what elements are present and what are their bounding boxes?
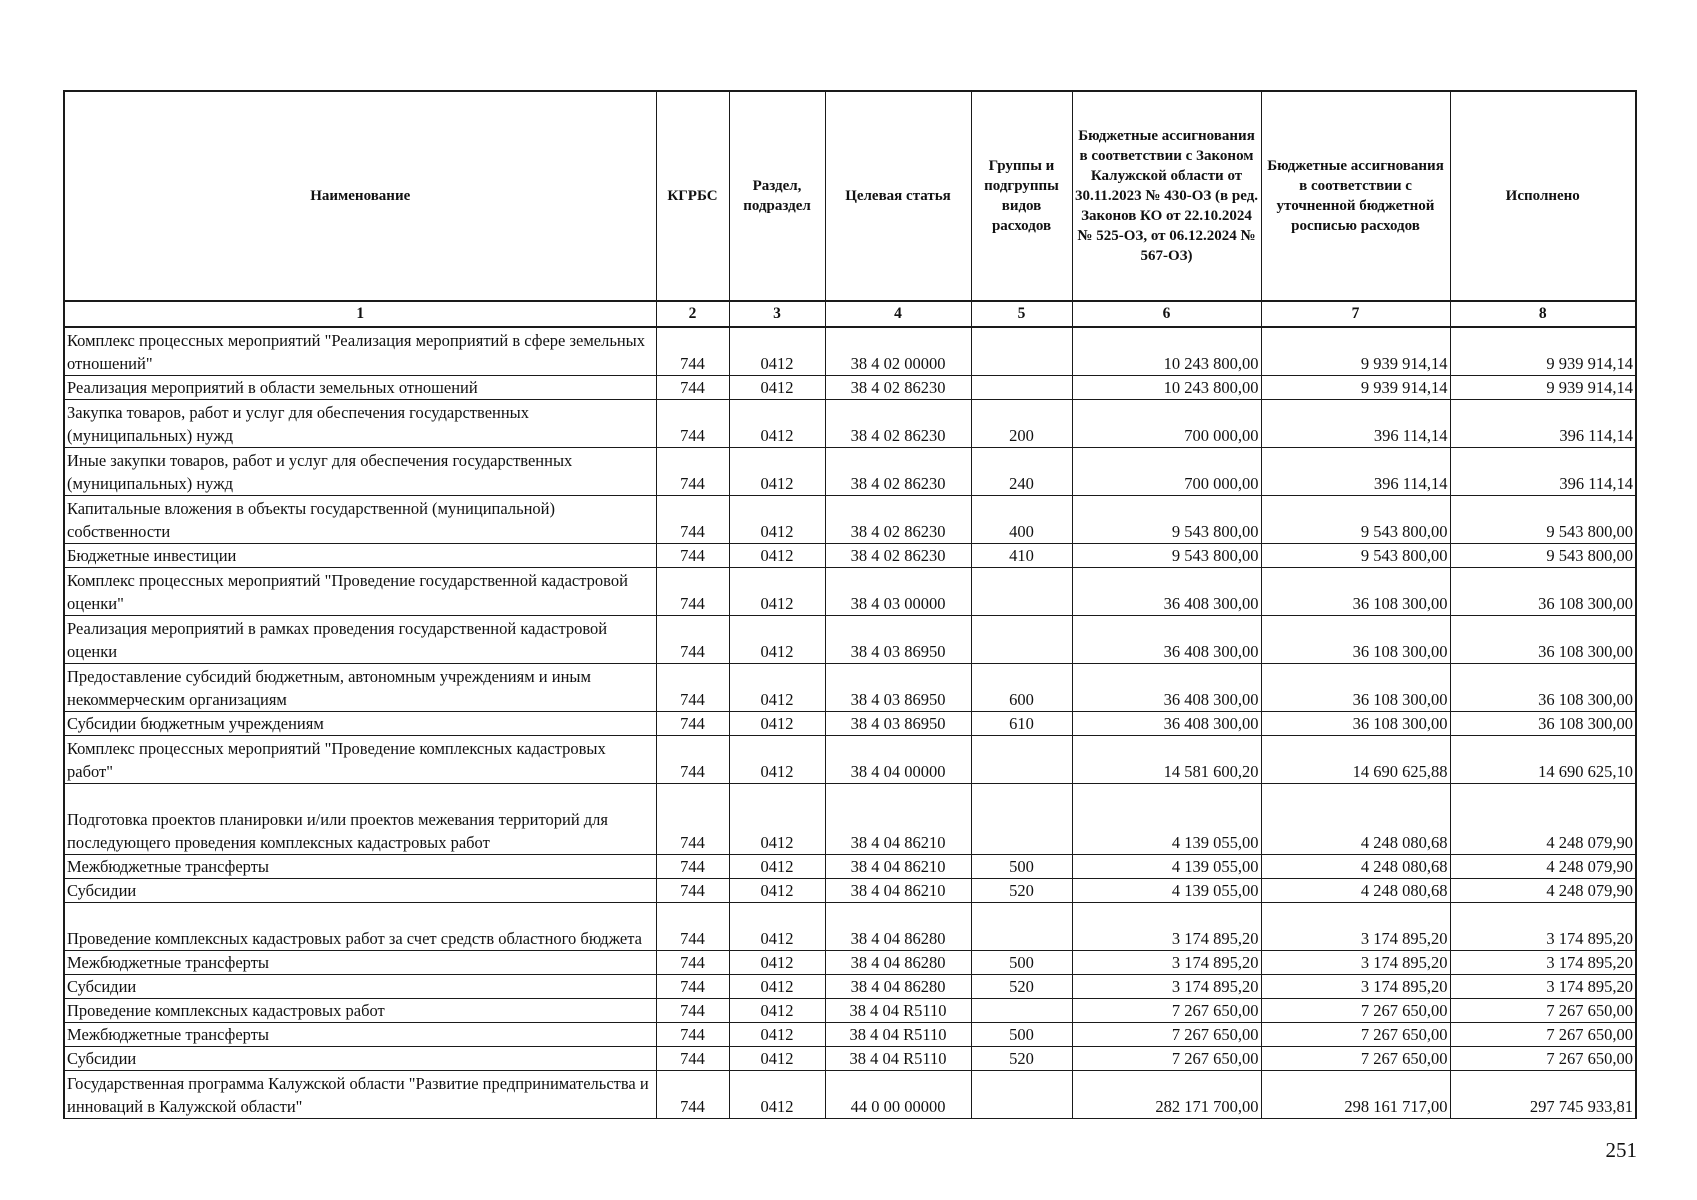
- cell-law-allocation: 3 174 895,20: [1072, 975, 1261, 999]
- cell-executed: 3 174 895,20: [1450, 951, 1636, 975]
- table-row: [64, 327, 1636, 376]
- cell-kgrbs: 744: [656, 327, 729, 376]
- cell-section: 0412: [729, 736, 825, 784]
- cell-target-article: 38 4 04 86280: [825, 951, 971, 975]
- table-row: [64, 664, 1636, 712]
- cell-refined-allocation: 9 939 914,14: [1261, 376, 1450, 400]
- table-row: [64, 544, 1636, 568]
- cell-name: Закупка товаров, работ и услуг для обеспечения государственных (муниципальных) нужд: [64, 400, 656, 448]
- cell-executed: 4 248 079,90: [1450, 879, 1636, 903]
- cell-target-article: 38 4 04 00000: [825, 736, 971, 784]
- cell-kgrbs: 744: [656, 376, 729, 400]
- table-row: [64, 855, 1636, 879]
- cell-kgrbs: 744: [656, 1071, 729, 1119]
- cell-expense-group: 520: [971, 975, 1072, 999]
- cell-section: 0412: [729, 855, 825, 879]
- table-row: [64, 1023, 1636, 1047]
- cell-target-article: 38 4 04 86210: [825, 855, 971, 879]
- cell-name: Подготовка проектов планировки и/или проектов межевания территорий для последующего проведения комплексных кадастровых работ: [64, 784, 656, 855]
- cell-section: 0412: [729, 616, 825, 664]
- cell-expense-group: 410: [971, 544, 1072, 568]
- cell-section: 0412: [729, 448, 825, 496]
- cell-section: 0412: [729, 1023, 825, 1047]
- header-target-article: Целевая статья: [825, 91, 971, 301]
- cell-law-allocation: 3 174 895,20: [1072, 903, 1261, 951]
- table-body: [64, 327, 1636, 1119]
- cell-section: 0412: [729, 999, 825, 1023]
- cell-refined-allocation: 298 161 717,00: [1261, 1071, 1450, 1119]
- cell-refined-allocation: 4 248 080,68: [1261, 879, 1450, 903]
- table-row: [64, 975, 1636, 999]
- cell-expense-group: 500: [971, 855, 1072, 879]
- cell-kgrbs: 744: [656, 568, 729, 616]
- header-kgrbs: КГРБС: [656, 91, 729, 301]
- cell-name: Комплекс процессных мероприятий "Проведение государственной кадастровой оценки": [64, 568, 656, 616]
- cell-target-article: 38 4 04 86210: [825, 879, 971, 903]
- cell-refined-allocation: 36 108 300,00: [1261, 664, 1450, 712]
- cell-expense-group: [971, 327, 1072, 376]
- column-number: 2: [656, 301, 729, 327]
- cell-refined-allocation: 7 267 650,00: [1261, 1023, 1450, 1047]
- cell-section: 0412: [729, 544, 825, 568]
- table-row: [64, 448, 1636, 496]
- cell-refined-allocation: 36 108 300,00: [1261, 568, 1450, 616]
- cell-target-article: 38 4 04 R5110: [825, 1023, 971, 1047]
- cell-section: 0412: [729, 1071, 825, 1119]
- cell-law-allocation: 4 139 055,00: [1072, 784, 1261, 855]
- cell-kgrbs: 744: [656, 712, 729, 736]
- cell-section: 0412: [729, 664, 825, 712]
- cell-target-article: 38 4 04 R5110: [825, 999, 971, 1023]
- cell-expense-group: 520: [971, 879, 1072, 903]
- cell-name: Субсидии: [64, 1047, 656, 1071]
- cell-refined-allocation: 3 174 895,20: [1261, 975, 1450, 999]
- cell-kgrbs: 744: [656, 903, 729, 951]
- cell-refined-allocation: 36 108 300,00: [1261, 712, 1450, 736]
- header-refined-allocations: Бюджетные ассигнования в соответствии с уточненной бюджетной росписью расходов: [1261, 91, 1450, 301]
- column-number: 4: [825, 301, 971, 327]
- cell-law-allocation: 700 000,00: [1072, 400, 1261, 448]
- cell-section: 0412: [729, 1047, 825, 1071]
- cell-refined-allocation: 396 114,14: [1261, 400, 1450, 448]
- cell-kgrbs: 744: [656, 975, 729, 999]
- column-number: 3: [729, 301, 825, 327]
- cell-law-allocation: 36 408 300,00: [1072, 616, 1261, 664]
- cell-law-allocation: 3 174 895,20: [1072, 951, 1261, 975]
- cell-kgrbs: 744: [656, 1047, 729, 1071]
- cell-section: 0412: [729, 879, 825, 903]
- cell-executed: 36 108 300,00: [1450, 616, 1636, 664]
- cell-law-allocation: 700 000,00: [1072, 448, 1261, 496]
- cell-section: 0412: [729, 784, 825, 855]
- column-number-row: [64, 301, 1636, 327]
- header-law-allocations: Бюджетные ассигнования в соответствии с Законом Калужской области от 30.11.2023 № 430-ОЗ (в ред. Законов КО от 22.10.2024 № 525-ОЗ, от 06.12.2024 № 567-ОЗ): [1072, 91, 1261, 301]
- cell-name: Субсидии бюджетным учреждениям: [64, 712, 656, 736]
- cell-target-article: 38 4 02 86230: [825, 400, 971, 448]
- table-row: [64, 496, 1636, 544]
- table-row: [64, 1047, 1636, 1071]
- table-row: [64, 879, 1636, 903]
- table-row: [64, 999, 1636, 1023]
- cell-law-allocation: 4 139 055,00: [1072, 855, 1261, 879]
- cell-kgrbs: 744: [656, 855, 729, 879]
- cell-executed: 297 745 933,81: [1450, 1071, 1636, 1119]
- cell-target-article: 44 0 00 00000: [825, 1071, 971, 1119]
- cell-section: 0412: [729, 975, 825, 999]
- cell-refined-allocation: 7 267 650,00: [1261, 1047, 1450, 1071]
- cell-kgrbs: 744: [656, 544, 729, 568]
- column-number: 8: [1450, 301, 1636, 327]
- cell-refined-allocation: 7 267 650,00: [1261, 999, 1450, 1023]
- cell-executed: 9 543 800,00: [1450, 544, 1636, 568]
- cell-name: Проведение комплексных кадастровых работ: [64, 999, 656, 1023]
- cell-target-article: 38 4 04 R5110: [825, 1047, 971, 1071]
- column-number: 1: [64, 301, 656, 327]
- table-row: [64, 400, 1636, 448]
- cell-executed: 396 114,14: [1450, 400, 1636, 448]
- cell-executed: 9 939 914,14: [1450, 327, 1636, 376]
- header-section: Раздел, подраздел: [729, 91, 825, 301]
- column-number: 7: [1261, 301, 1450, 327]
- cell-section: 0412: [729, 712, 825, 736]
- cell-target-article: 38 4 04 86280: [825, 975, 971, 999]
- cell-kgrbs: 744: [656, 1023, 729, 1047]
- cell-target-article: 38 4 03 86950: [825, 712, 971, 736]
- cell-refined-allocation: 36 108 300,00: [1261, 616, 1450, 664]
- cell-expense-group: [971, 903, 1072, 951]
- cell-section: 0412: [729, 400, 825, 448]
- cell-target-article: 38 4 02 86230: [825, 448, 971, 496]
- cell-expense-group: [971, 376, 1072, 400]
- cell-expense-group: 400: [971, 496, 1072, 544]
- table-row: [64, 903, 1636, 951]
- cell-name: Реализация мероприятий в области земельных отношений: [64, 376, 656, 400]
- cell-executed: 7 267 650,00: [1450, 1023, 1636, 1047]
- cell-kgrbs: 744: [656, 400, 729, 448]
- cell-executed: 3 174 895,20: [1450, 975, 1636, 999]
- cell-section: 0412: [729, 568, 825, 616]
- cell-law-allocation: 36 408 300,00: [1072, 712, 1261, 736]
- cell-law-allocation: 9 543 800,00: [1072, 496, 1261, 544]
- cell-refined-allocation: 3 174 895,20: [1261, 951, 1450, 975]
- cell-law-allocation: 36 408 300,00: [1072, 568, 1261, 616]
- cell-expense-group: [971, 999, 1072, 1023]
- table-row: [64, 376, 1636, 400]
- cell-name: Комплекс процессных мероприятий "Проведение комплексных кадастровых работ": [64, 736, 656, 784]
- cell-executed: 4 248 079,90: [1450, 855, 1636, 879]
- cell-refined-allocation: 4 248 080,68: [1261, 784, 1450, 855]
- cell-name: Капитальные вложения в объекты государственной (муниципальной) собственности: [64, 496, 656, 544]
- cell-target-article: 38 4 04 86280: [825, 903, 971, 951]
- cell-section: 0412: [729, 496, 825, 544]
- cell-target-article: 38 4 02 86230: [825, 496, 971, 544]
- cell-law-allocation: 10 243 800,00: [1072, 327, 1261, 376]
- cell-law-allocation: 4 139 055,00: [1072, 879, 1261, 903]
- cell-name: Субсидии: [64, 879, 656, 903]
- cell-expense-group: 500: [971, 951, 1072, 975]
- budget-execution-table: [63, 90, 1637, 1119]
- cell-kgrbs: 744: [656, 784, 729, 855]
- cell-target-article: 38 4 03 86950: [825, 616, 971, 664]
- cell-expense-group: 200: [971, 400, 1072, 448]
- cell-name: Государственная программа Калужской области "Развитие предпринимательства и инноваций в Калужской области": [64, 1071, 656, 1119]
- cell-executed: 9 939 914,14: [1450, 376, 1636, 400]
- cell-target-article: 38 4 02 00000: [825, 327, 971, 376]
- cell-section: 0412: [729, 327, 825, 376]
- cell-executed: 9 543 800,00: [1450, 496, 1636, 544]
- cell-expense-group: [971, 784, 1072, 855]
- cell-expense-group: 520: [971, 1047, 1072, 1071]
- cell-name: Реализация мероприятий в рамках проведения государственной кадастровой оценки: [64, 616, 656, 664]
- table-row: [64, 784, 1636, 855]
- cell-section: 0412: [729, 951, 825, 975]
- cell-expense-group: [971, 616, 1072, 664]
- cell-refined-allocation: 9 939 914,14: [1261, 327, 1450, 376]
- cell-law-allocation: 10 243 800,00: [1072, 376, 1261, 400]
- cell-refined-allocation: 4 248 080,68: [1261, 855, 1450, 879]
- cell-target-article: 38 4 02 86230: [825, 544, 971, 568]
- cell-name: Межбюджетные трансферты: [64, 951, 656, 975]
- page-number: 251: [1605, 1138, 1637, 1162]
- cell-executed: 7 267 650,00: [1450, 1047, 1636, 1071]
- cell-target-article: 38 4 04 86210: [825, 784, 971, 855]
- cell-kgrbs: 744: [656, 736, 729, 784]
- cell-kgrbs: 744: [656, 616, 729, 664]
- cell-expense-group: 600: [971, 664, 1072, 712]
- cell-executed: 36 108 300,00: [1450, 664, 1636, 712]
- cell-expense-group: 500: [971, 1023, 1072, 1047]
- cell-executed: 4 248 079,90: [1450, 784, 1636, 855]
- header-executed: Исполнено: [1450, 91, 1636, 301]
- cell-executed: 396 114,14: [1450, 448, 1636, 496]
- table-row: [64, 1071, 1636, 1119]
- cell-kgrbs: 744: [656, 448, 729, 496]
- cell-refined-allocation: 9 543 800,00: [1261, 496, 1450, 544]
- cell-refined-allocation: 9 543 800,00: [1261, 544, 1450, 568]
- cell-executed: 36 108 300,00: [1450, 568, 1636, 616]
- cell-refined-allocation: 3 174 895,20: [1261, 903, 1450, 951]
- cell-name: Комплекс процессных мероприятий "Реализация мероприятий в сфере земельных отношений": [64, 327, 656, 376]
- cell-kgrbs: 744: [656, 664, 729, 712]
- cell-target-article: 38 4 03 86950: [825, 664, 971, 712]
- header-name: Наименование: [64, 91, 656, 301]
- table-row: [64, 736, 1636, 784]
- cell-target-article: 38 4 02 86230: [825, 376, 971, 400]
- cell-expense-group: 240: [971, 448, 1072, 496]
- column-number: 5: [971, 301, 1072, 327]
- cell-executed: 3 174 895,20: [1450, 903, 1636, 951]
- cell-refined-allocation: 14 690 625,88: [1261, 736, 1450, 784]
- header-expense-group: Группы и подгруппы видов расходов: [971, 91, 1072, 301]
- cell-expense-group: 610: [971, 712, 1072, 736]
- cell-name: Бюджетные инвестиции: [64, 544, 656, 568]
- cell-expense-group: [971, 568, 1072, 616]
- cell-law-allocation: 9 543 800,00: [1072, 544, 1261, 568]
- cell-name: Межбюджетные трансферты: [64, 1023, 656, 1047]
- cell-law-allocation: 7 267 650,00: [1072, 1023, 1261, 1047]
- cell-executed: 36 108 300,00: [1450, 712, 1636, 736]
- header-row: [64, 91, 1636, 301]
- cell-name: Межбюджетные трансферты: [64, 855, 656, 879]
- cell-section: 0412: [729, 376, 825, 400]
- cell-expense-group: [971, 736, 1072, 784]
- table-row: [64, 568, 1636, 616]
- table-row: [64, 712, 1636, 736]
- cell-law-allocation: 7 267 650,00: [1072, 1047, 1261, 1071]
- cell-law-allocation: 36 408 300,00: [1072, 664, 1261, 712]
- cell-name: Иные закупки товаров, работ и услуг для обеспечения государственных (муниципальных) нужд: [64, 448, 656, 496]
- cell-refined-allocation: 396 114,14: [1261, 448, 1450, 496]
- cell-executed: 7 267 650,00: [1450, 999, 1636, 1023]
- cell-executed: 14 690 625,10: [1450, 736, 1636, 784]
- cell-law-allocation: 282 171 700,00: [1072, 1071, 1261, 1119]
- cell-name: Предоставление субсидий бюджетным, автономным учреждениям и иным некоммерческим организациям: [64, 664, 656, 712]
- cell-expense-group: [971, 1071, 1072, 1119]
- cell-kgrbs: 744: [656, 496, 729, 544]
- cell-law-allocation: 14 581 600,20: [1072, 736, 1261, 784]
- cell-kgrbs: 744: [656, 879, 729, 903]
- cell-target-article: 38 4 03 00000: [825, 568, 971, 616]
- cell-name: Субсидии: [64, 975, 656, 999]
- cell-kgrbs: 744: [656, 999, 729, 1023]
- cell-kgrbs: 744: [656, 951, 729, 975]
- cell-law-allocation: 7 267 650,00: [1072, 999, 1261, 1023]
- table-row: [64, 951, 1636, 975]
- table-row: [64, 616, 1636, 664]
- cell-name: Проведение комплексных кадастровых работ за счет средств областного бюджета: [64, 903, 656, 951]
- column-number: 6: [1072, 301, 1261, 327]
- cell-section: 0412: [729, 903, 825, 951]
